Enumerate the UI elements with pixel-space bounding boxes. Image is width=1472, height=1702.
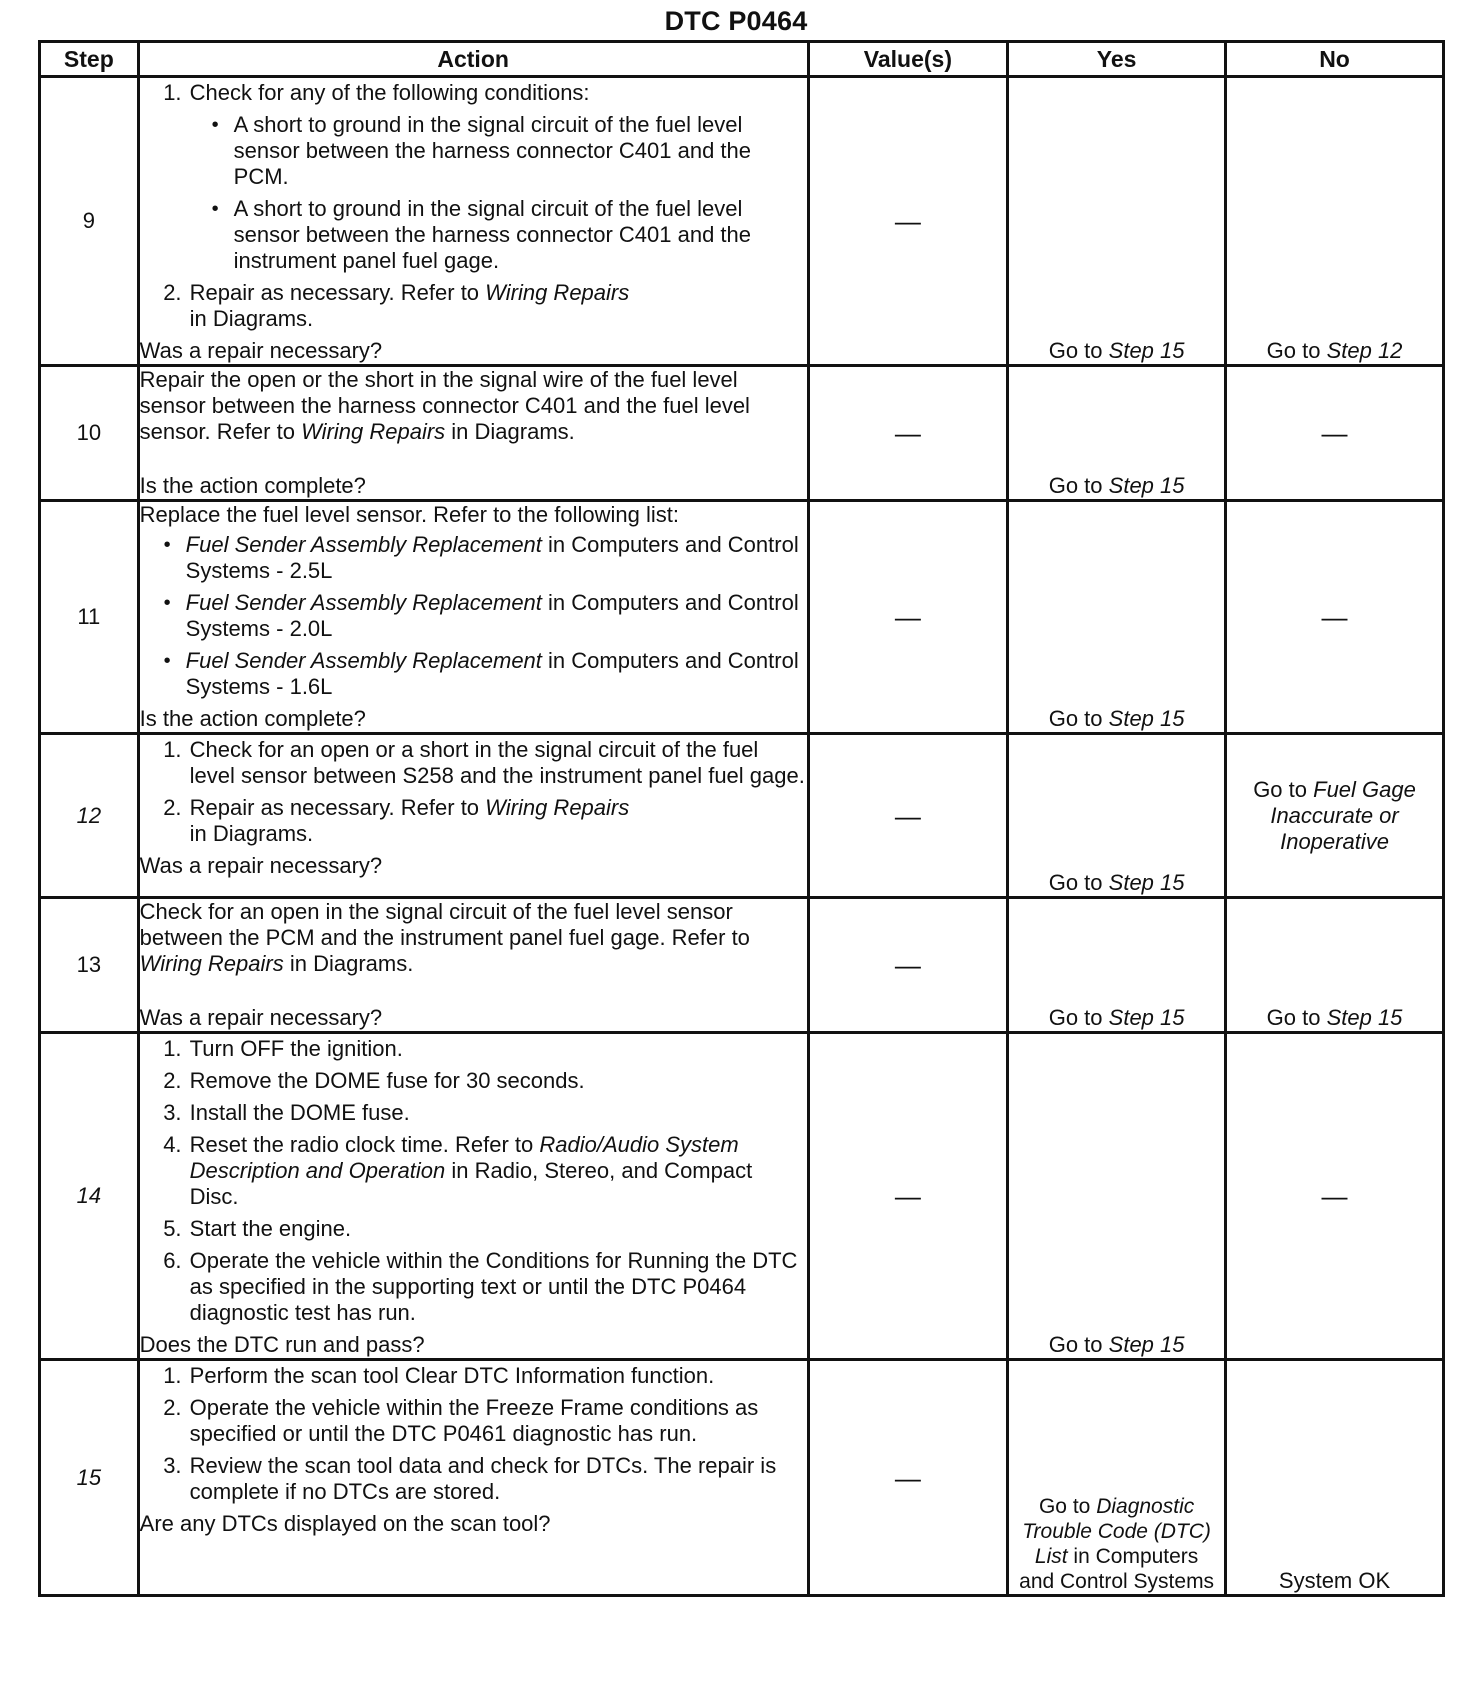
- reference-link: Wiring Repairs: [485, 795, 630, 820]
- table-row-step-14: [40, 1033, 1444, 1360]
- value-cell: —: [808, 366, 1007, 501]
- step-number: 12: [40, 734, 139, 898]
- step-number: 10: [40, 366, 139, 501]
- action-cell: [138, 1033, 808, 1360]
- list-item: 3. Install the DOME fuse.: [188, 1100, 807, 1126]
- header-no: No: [1226, 42, 1444, 77]
- reference-link: Wiring Repairs: [301, 419, 446, 444]
- question: Was a repair necessary?: [139, 1005, 383, 1030]
- table-row-step-13: [40, 898, 1444, 1033]
- question: Was a repair necessary?: [139, 338, 383, 363]
- list-item: 5. Start the engine.: [188, 1216, 807, 1242]
- no-cell: Go to Step 12: [1226, 77, 1444, 366]
- list-item: • Fuel Sender Assembly Replacement in Computers and Control Systems - 2.5L: [164, 532, 807, 584]
- list-item: • A short to ground in the signal circuit of the fuel level sensor between the harness connector C401 and the instrument panel fuel gage.: [212, 196, 807, 274]
- table-row-step-11: [40, 501, 1444, 734]
- action-cell: [138, 734, 808, 898]
- header-step: Step: [40, 42, 139, 77]
- action-cell: Replace the fuel level sensor. Refer to the following list: • Fuel Sender Assembly Replacement in Computers and Control Systems - 2.5L • Fuel Sender Assembly Replacement in Computers and Control Systems - 2.0L • Fuel Sender Assembly Replacement in Computers and Control Systems - 1.6L Is the action complete?: [138, 501, 808, 734]
- no-cell: Go to Fuel Gage Inaccurate or Inoperative: [1226, 734, 1444, 898]
- question: Are any DTCs displayed on the scan tool?: [139, 1511, 551, 1536]
- diagnostic-table: [38, 40, 1445, 1597]
- question: Was a repair necessary?: [139, 853, 383, 878]
- list-item: 4. Reset the radio clock time. Refer to Radio/Audio System Description and Operation in Radio, Stereo, and Compact Disc.: [188, 1132, 807, 1210]
- action-cell: Repair the open or the short in the signal wire of the fuel level sensor between the harness connector C401 and the fuel level sensor. Refer to Wiring Repairs in Diagrams. Is the action complete?: [138, 366, 808, 501]
- yes-cell: Go to Step 15: [1008, 734, 1226, 898]
- step-number: 14: [40, 1033, 139, 1360]
- no-cell: Go to Step 15: [1226, 898, 1444, 1033]
- step-number: 9: [40, 77, 139, 366]
- yes-cell: Go to Step 15: [1008, 1033, 1226, 1360]
- yes-cell: Go to Diagnostic Trouble Code (DTC) List in Computers and Control Systems: [1008, 1360, 1226, 1596]
- no-cell: —: [1226, 366, 1444, 501]
- action-cell: [138, 1360, 808, 1596]
- table-row-step-15: [40, 1360, 1444, 1596]
- yes-cell: Go to Step 15: [1008, 898, 1226, 1033]
- table-row-step-10: [40, 366, 1444, 501]
- step-number: 11: [40, 501, 139, 734]
- list-item: 6. Operate the vehicle within the Conditions for Running the DTC as specified in the supporting text or until the DTC P0464 diagnostic test has run.: [188, 1248, 807, 1326]
- list-item: 2. Repair as necessary. Refer to Wiring Repairs in Diagrams.: [188, 280, 807, 332]
- no-cell: —: [1226, 1033, 1444, 1360]
- list-item: • A short to ground in the signal circuit of the fuel level sensor between the harness connector C401 and the PCM.: [212, 112, 807, 190]
- header-values: Value(s): [808, 42, 1007, 77]
- reference-link: Radio/Audio System Description and Operation: [189, 1132, 739, 1183]
- yes-cell: Go to Step 15: [1008, 77, 1226, 366]
- value-cell: —: [808, 898, 1007, 1033]
- no-cell: —: [1226, 501, 1444, 734]
- header-yes: Yes: [1008, 42, 1226, 77]
- table-row-step-9: [40, 77, 1444, 366]
- list-item: 2. Repair as necessary. Refer to Wiring Repairs in Diagrams.: [188, 795, 807, 847]
- value-cell: —: [808, 734, 1007, 898]
- reference-link: Wiring Repairs: [485, 280, 630, 305]
- value-cell: —: [808, 77, 1007, 366]
- list-item: 1. Perform the scan tool Clear DTC Information function.: [188, 1363, 807, 1389]
- action-cell: Check for an open in the signal circuit of the fuel level sensor between the PCM and the instrument panel fuel gage. Refer to Wiring Repairs in Diagrams. Was a repair necessary?: [138, 898, 808, 1033]
- step-number: 15: [40, 1360, 139, 1596]
- value-cell: —: [808, 501, 1007, 734]
- page-title: DTC P0464: [664, 6, 808, 36]
- no-cell: System OK: [1226, 1360, 1444, 1596]
- list-item: 1. Check for an open or a short in the signal circuit of the fuel level sensor between S258 and the instrument panel fuel gage.: [188, 737, 807, 789]
- table-header-row: [40, 42, 1444, 77]
- question: Is the action complete?: [139, 706, 366, 731]
- list-item: 1. Check for any of the following conditions: • A short to ground in the signal circuit of the fuel level sensor between the harness connector C401 and the PCM. • A short to ground in the signal circuit of the fuel level sensor between the harness connector C401 and the instrument panel fuel gage.: [188, 80, 807, 274]
- list-item: 1. Turn OFF the ignition.: [188, 1036, 807, 1062]
- value-cell: —: [808, 1033, 1007, 1360]
- list-item: 2. Operate the vehicle within the Freeze Frame conditions as specified or until the DTC P0461 diagnostic has run.: [188, 1395, 807, 1447]
- list-item: • Fuel Sender Assembly Replacement in Computers and Control Systems - 2.0L: [164, 590, 807, 642]
- step-number: 13: [40, 898, 139, 1033]
- list-item: • Fuel Sender Assembly Replacement in Computers and Control Systems - 1.6L: [164, 648, 807, 700]
- yes-cell: Go to Step 15: [1008, 501, 1226, 734]
- list-item: 3. Review the scan tool data and check for DTCs. The repair is complete if no DTCs are stored.: [188, 1453, 807, 1505]
- action-cell: [138, 77, 808, 366]
- question: Is the action complete?: [139, 473, 366, 498]
- header-action: Action: [138, 42, 808, 77]
- value-cell: —: [808, 1360, 1007, 1596]
- table-row-step-12: [40, 734, 1444, 898]
- yes-cell: Go to Step 15: [1008, 366, 1226, 501]
- list-item: 2. Remove the DOME fuse for 30 seconds.: [188, 1068, 807, 1094]
- reference-link: Wiring Repairs: [139, 951, 284, 976]
- question: Does the DTC run and pass?: [139, 1332, 425, 1357]
